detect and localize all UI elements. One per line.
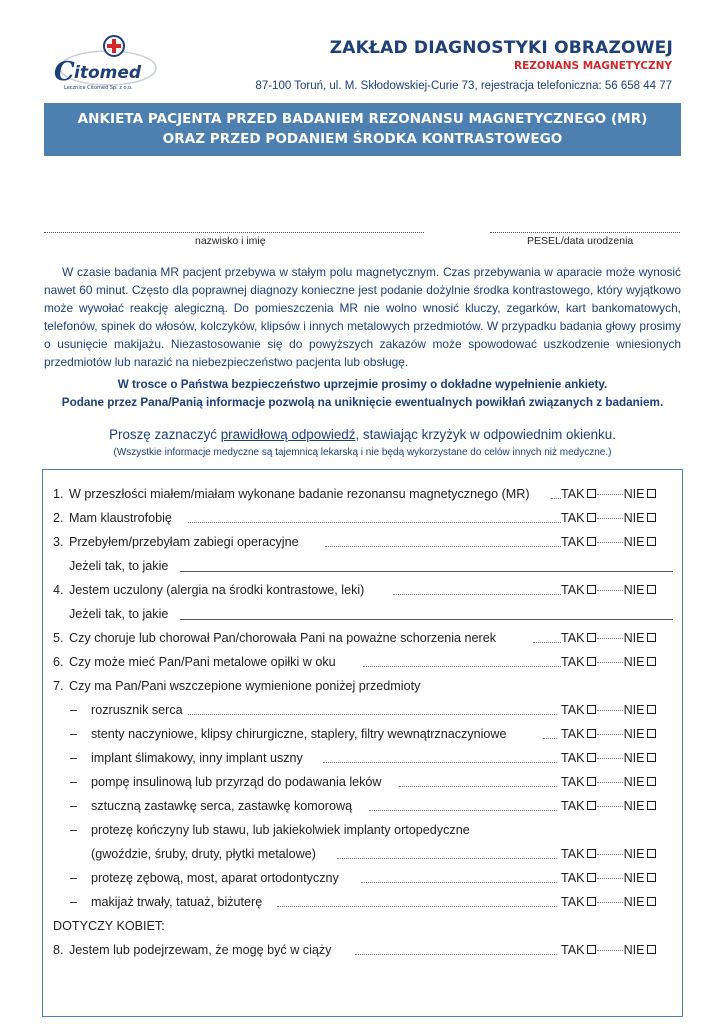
- answer-group: [561, 796, 677, 816]
- name-field-line[interactable]: [44, 232, 424, 233]
- clinic-address: 87-100 Toruń, ul. M. Skłodowskiej-Curie 73, rejestracja telefoniczna: 56 658 44 77: [255, 80, 672, 92]
- no-label: NIE: [623, 487, 645, 501]
- no-label: NIE: [623, 583, 645, 597]
- list-dash: –: [70, 823, 78, 837]
- complication-note: Podane przez Pana/Panią informacje pozwolą na uniknięcie ewentualnych powikłań związanych z badaniem.: [61, 396, 664, 409]
- yes-label: TAK: [561, 799, 585, 813]
- question-text: stenty naczyniowe, klipsy chirurgiczne, staplery, filtry wewnątrznaczyniowe: [91, 727, 507, 741]
- no-label: NIE: [623, 799, 645, 813]
- answer-dots: [597, 662, 623, 663]
- no-checkbox[interactable]: [647, 873, 656, 882]
- yes-checkbox[interactable]: [587, 489, 596, 498]
- no-label: NIE: [623, 871, 645, 885]
- pesel-field-line[interactable]: [490, 232, 680, 233]
- yes-label: TAK: [561, 943, 585, 957]
- answer-dots: [597, 590, 623, 591]
- leader-dots: [363, 666, 561, 667]
- no-checkbox[interactable]: [647, 801, 656, 810]
- question-number: 4.: [53, 583, 64, 597]
- list-dash: –: [70, 799, 78, 813]
- question-text: Czy ma Pan/Pani wszczepione wymienione poniżej przedmioty: [69, 679, 421, 693]
- no-label: NIE: [623, 847, 645, 861]
- list-dash: –: [70, 775, 78, 789]
- question-row-7a: [43, 700, 682, 720]
- form-title-banner: [44, 103, 681, 156]
- question-row-8: [43, 940, 682, 960]
- leader-dots: [393, 594, 561, 595]
- yes-label: TAK: [561, 895, 585, 909]
- list-dash: –: [70, 895, 78, 909]
- question-text: implant ślimakowy, inny implant uszny: [91, 751, 303, 765]
- leader-dots: [188, 522, 561, 523]
- answer-group: [561, 628, 677, 648]
- yes-checkbox[interactable]: [587, 801, 596, 810]
- yes-checkbox[interactable]: [587, 585, 596, 594]
- question-text: pompę insulinową lub przyrząd do podawania leków: [91, 775, 382, 789]
- answer-group: [561, 700, 677, 720]
- no-checkbox[interactable]: [647, 945, 656, 954]
- question-number: 3.: [53, 535, 64, 549]
- answer-dots: [597, 782, 623, 783]
- svg-text:C: C: [54, 57, 75, 87]
- answer-group: [561, 748, 677, 768]
- no-label: NIE: [623, 511, 645, 525]
- confidentiality-note: (Wszystkie informacje medyczne są tajemnicą lekarską i nie będą wykorzystane do celów innych niż medyczne.): [113, 447, 612, 458]
- answer-group: [561, 724, 677, 744]
- no-checkbox[interactable]: [647, 897, 656, 906]
- no-checkbox[interactable]: [647, 537, 656, 546]
- question-number: 2.: [53, 511, 64, 525]
- yes-checkbox[interactable]: [587, 729, 596, 738]
- question-row-7c: [43, 748, 682, 768]
- list-dash: –: [70, 727, 78, 741]
- leader-dots: [361, 882, 557, 883]
- yes-checkbox[interactable]: [587, 753, 596, 762]
- leader-dots: [533, 642, 561, 643]
- instruction-note: [44, 427, 681, 442]
- yes-checkbox[interactable]: [587, 537, 596, 546]
- instruction-pre: Proszę zaznaczyć: [109, 427, 221, 442]
- question-text: protezę kończyny lub stawu, lub jakiekolwiek implanty ortopedyczne: [91, 823, 470, 837]
- yes-checkbox[interactable]: [587, 945, 596, 954]
- leader-dots: [323, 762, 557, 763]
- answer-dots: [597, 758, 623, 759]
- question-text: Czy może mieć Pan/Pani metalowe opiłki w oku: [69, 655, 336, 669]
- pesel-caption: PESEL/data urodzenia: [527, 235, 634, 247]
- no-checkbox[interactable]: [647, 753, 656, 762]
- svg-text:itomed: itomed: [74, 63, 142, 83]
- no-label: NIE: [623, 535, 645, 549]
- answer-dots: [597, 494, 623, 495]
- question-text: W przeszłości miałem/miałam wykonane badanie rezonansu magnetycznego (MR): [69, 487, 530, 501]
- question-row-7g: [43, 868, 682, 888]
- question-text: Przebyłem/przebyłam zabiegi operacyjne: [69, 535, 299, 549]
- question-number: 8.: [53, 943, 64, 957]
- no-checkbox[interactable]: [647, 849, 656, 858]
- question-row-6: [43, 652, 682, 672]
- answer-dots: [597, 806, 623, 807]
- answer-dots: [597, 950, 623, 951]
- yes-label: TAK: [561, 583, 585, 597]
- yes-label: TAK: [561, 511, 585, 525]
- answer-group: [561, 892, 677, 912]
- answer-dots: [597, 710, 623, 711]
- question-number: 6.: [53, 655, 64, 669]
- leader-dots: [188, 714, 557, 715]
- no-checkbox[interactable]: [647, 705, 656, 714]
- question-row-7f-cont: [43, 844, 682, 864]
- yes-label: TAK: [561, 631, 585, 645]
- yes-label: TAK: [561, 871, 585, 885]
- no-label: NIE: [623, 943, 645, 957]
- surgery-details-line[interactable]: [180, 571, 673, 572]
- answer-group: [561, 868, 677, 888]
- yes-label: TAK: [561, 847, 585, 861]
- answer-dots: [597, 854, 623, 855]
- name-caption: nazwisko i imię: [195, 235, 266, 247]
- list-dash: –: [70, 703, 78, 717]
- answer-dots: [597, 638, 623, 639]
- list-dash: –: [70, 751, 78, 765]
- svg-text:Lecznice Citomed Sp. z o.o.: Lecznice Citomed Sp. z o.o.: [64, 85, 133, 91]
- questionnaire-box: [42, 469, 683, 1017]
- question-row-7: [43, 676, 682, 696]
- yes-label: TAK: [561, 487, 585, 501]
- no-checkbox[interactable]: [647, 777, 656, 786]
- question-text: (gwoździe, śruby, druty, płytki metalowe): [91, 847, 316, 861]
- answer-dots: [597, 878, 623, 879]
- clinic-subtitle: REZONANS MAGNETYCZNY: [514, 60, 672, 72]
- answer-group: [561, 652, 677, 672]
- answer-group: [561, 772, 677, 792]
- no-checkbox[interactable]: [647, 513, 656, 522]
- no-label: NIE: [623, 895, 645, 909]
- question-text: Jestem uczulony (alergia na środki kontrastowe, leki): [69, 583, 365, 597]
- answer-group: [561, 940, 677, 960]
- leader-dots: [399, 786, 557, 787]
- yes-label: TAK: [561, 751, 585, 765]
- women-section-header: [43, 916, 682, 936]
- answer-dots: [597, 734, 623, 735]
- yes-checkbox[interactable]: [587, 873, 596, 882]
- list-dash: –: [70, 871, 78, 885]
- safety-note: W trosce o Państwa bezpieczeństwo uprzejmie prosimy o dokładne wypełnienie ankiety.: [117, 378, 608, 391]
- question-text: Czy choruje lub chorował Pan/chorowała Pani na poważne schorzenia nerek: [69, 631, 497, 645]
- question-row-1: [43, 484, 682, 504]
- clinic-title: ZAKŁAD DIAGNOSTYKI OBRAZOWEJ: [329, 38, 673, 58]
- allergy-details-row: [43, 604, 682, 624]
- no-checkbox[interactable]: [647, 489, 656, 498]
- no-label: NIE: [623, 655, 645, 669]
- question-row-5: [43, 628, 682, 648]
- citomed-logo-icon: [48, 34, 158, 96]
- instruction-post: , stawiając krzyżyk w odpowiednim okienku.: [355, 427, 616, 442]
- yes-checkbox[interactable]: [587, 633, 596, 642]
- answer-group: [561, 844, 677, 864]
- question-row-7e: [43, 796, 682, 816]
- yes-checkbox[interactable]: [587, 705, 596, 714]
- instruction-underline: prawidłową odpowiedź: [220, 427, 356, 442]
- no-checkbox[interactable]: [647, 585, 656, 594]
- answer-dots: [597, 542, 623, 543]
- no-label: NIE: [623, 727, 645, 741]
- yes-label: TAK: [561, 703, 585, 717]
- citomed-logo: [48, 34, 158, 96]
- question-number: 5.: [53, 631, 64, 645]
- answer-dots: [597, 518, 623, 519]
- yes-label: TAK: [561, 655, 585, 669]
- answer-group: [561, 508, 677, 528]
- question-row-3: [43, 532, 682, 552]
- answer-group: [561, 580, 677, 600]
- no-label: NIE: [623, 703, 645, 717]
- if-yes-label: Jeżeli tak, to jakie: [69, 607, 169, 621]
- leader-dots: [277, 906, 557, 907]
- leader-dots: [337, 858, 557, 859]
- no-checkbox[interactable]: [647, 729, 656, 738]
- leader-dots: [369, 810, 557, 811]
- leader-dots: [543, 738, 557, 739]
- surgery-details-row: [43, 556, 682, 576]
- intro-text: W czasie badania MR pacjent przebywa w stałym polu magnetycznym. Czas przebywania w aparacie może wynosić nawet 60 minut. Często dla poprawnej diagnozy konieczne jest podanie dożylnie środka kontrastowego, który wyjątkowo może wywołać reakcję alegiczną. Do pomieszczenia MR nie wolno wnosić kluczy, zegarków, kart bankomatowych, telefonów, spinek do włosów, kolczyków, klipsów i innych metalowych przedmiotów. W przypadku badania głowy prosimy o usunięcie makijażu. Niezastosowanie się do powyższych zakazów może spowodować uszkodzenie wniesionych przedmiotów lub narazić na niebezpieczeństwo pacjenta lub obsługę.: [44, 265, 681, 369]
- no-checkbox[interactable]: [647, 657, 656, 666]
- yes-checkbox[interactable]: [587, 849, 596, 858]
- yes-label: TAK: [561, 775, 585, 789]
- no-label: NIE: [623, 751, 645, 765]
- question-number: 1.: [53, 487, 64, 501]
- yes-label: TAK: [561, 535, 585, 549]
- question-row-7b: [43, 724, 682, 744]
- yes-checkbox[interactable]: [587, 777, 596, 786]
- answer-group: [561, 484, 677, 504]
- allergy-details-line[interactable]: [180, 619, 673, 620]
- leader-dots: [551, 498, 561, 499]
- answer-dots: [597, 902, 623, 903]
- question-text: makijaż trwały, tatuaż, biżuterę: [91, 895, 263, 909]
- leader-dots: [325, 546, 561, 547]
- yes-checkbox[interactable]: [587, 897, 596, 906]
- question-row-4: [43, 580, 682, 600]
- intro-paragraph: [44, 263, 681, 371]
- no-label: NIE: [623, 631, 645, 645]
- women-header-text: DOTYCZY KOBIET:: [53, 919, 165, 933]
- question-text: Mam klaustrofobię: [69, 511, 172, 525]
- question-row-7d: [43, 772, 682, 792]
- question-text: Jestem lub podejrzewam, że mogę być w ciąży: [69, 943, 332, 957]
- question-text: rozrusznik serca: [91, 703, 183, 717]
- form-title-line-1: ANKIETA PACJENTA PRZED BADANIEM REZONANSU MAGNETYCZNEGO (MR): [77, 111, 648, 127]
- yes-checkbox[interactable]: [587, 513, 596, 522]
- leader-dots: [355, 954, 557, 955]
- yes-checkbox[interactable]: [587, 657, 596, 666]
- question-row-7h: [43, 892, 682, 912]
- form-title-line-2: ORAZ PRZED PODANIEM ŚRODKA KONTRASTOWEGO: [162, 131, 563, 147]
- yes-label: TAK: [561, 727, 585, 741]
- question-row-2: [43, 508, 682, 528]
- question-text: sztuczną zastawkę serca, zastawkę komorową: [91, 799, 353, 813]
- question-text: protezę zębową, most, aparat ortodontyczny: [91, 871, 339, 885]
- answer-group: [561, 532, 677, 552]
- no-checkbox[interactable]: [647, 633, 656, 642]
- if-yes-label: Jeżeli tak, to jakie: [69, 559, 169, 573]
- question-number: 7.: [53, 679, 64, 693]
- no-label: NIE: [623, 775, 645, 789]
- question-row-7f: [43, 820, 682, 840]
